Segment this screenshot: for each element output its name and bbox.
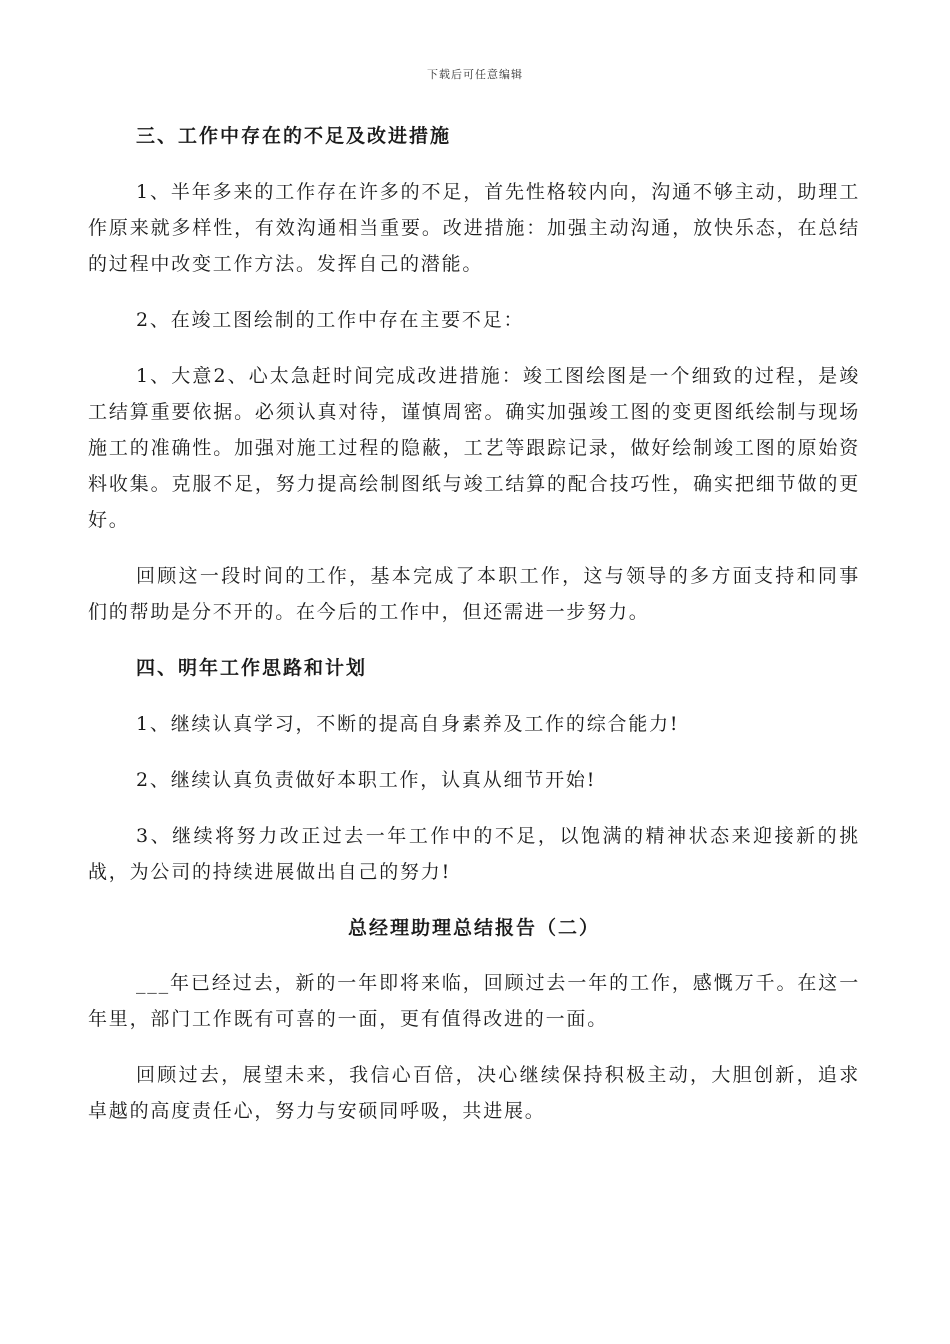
paragraph-1: 1、半年多来的工作存在许多的不足，首先性格较内向，沟通不够主动，助理工作原来就多样性，有效沟通相当重要。改进措施：加强主动沟通，放快乐态，在总结的过程中改变工作方法。发挥自己的潜能。 — [88, 181, 860, 275]
paragraph-6: 2、继续认真负责做好本职工作，认真从细节开始! — [136, 769, 597, 791]
paragraph-3: 1、大意2、心太急赶时间完成改进措施：竣工图绘图是一个细致的过程，是竣工结算重要依据。必须认真对待，谨慎周密。确实加强竣工图的变更图纸绘制与现场施工的准确性。加强对施工过程的隐蔽，工艺等跟踪记录，做好绘制竣工图的原始资料收集。克服不足，努力提高绘制图纸与竣工结算的配合技巧性，确实把细节做的更好。 — [88, 365, 860, 531]
document-body — [88, 118, 860, 1149]
paragraph-9: 回顾过去，展望未来，我信心百倍，决心继续保持积极主动，大胆创新，追求卓越的高度责任心，努力与安硕同呼吸，共进展。 — [88, 1064, 860, 1122]
paragraph-2: 2、在竣工图绘制的工作中存在主要不足： — [136, 309, 525, 331]
section-4-heading: 四、明年工作思路和计划 — [136, 657, 368, 679]
header-watermark: 下载后可任意编辑 — [427, 68, 523, 81]
paragraph-5: 1、继续认真学习，不断的提高自身素养及工作的综合能力! — [136, 713, 680, 735]
paragraph-8: ___年已经过去，新的一年即将来临，回顾过去一年的工作，感慨万千。在这一年里，部门工作既有可喜的一面，更有值得改进的一面。 — [88, 972, 860, 1030]
paragraph-4: 回顾这一段时间的工作，基本完成了本职工作，这与领导的多方面支持和同事们的帮助是分不开的。在今后的工作中，但还需进一步努力。 — [88, 565, 860, 623]
report-2-title: 总经理助理总结报告（二） — [347, 917, 600, 939]
section-3-heading: 三、工作中存在的不足及改进措施 — [136, 125, 452, 147]
paragraph-7: 3、继续将努力改正过去一年工作中的不足，以饱满的精神状态来迎接新的挑战，为公司的持续进展做出自己的努力! — [88, 825, 860, 883]
